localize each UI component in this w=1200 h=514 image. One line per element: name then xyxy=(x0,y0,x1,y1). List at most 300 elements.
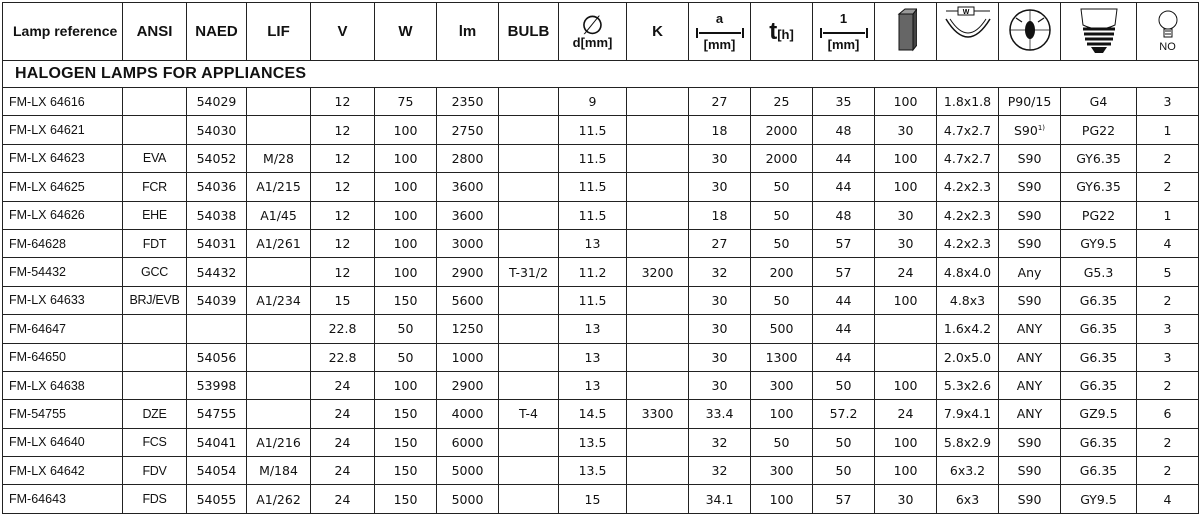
cell-bulb-no: 2 xyxy=(1137,286,1199,314)
table-row xyxy=(3,485,1199,513)
cell-naed: 54038 xyxy=(187,201,247,229)
cell-base: G4 xyxy=(1061,88,1137,116)
diameter-icon: ∅ xyxy=(581,9,604,40)
cell-base: G6.35 xyxy=(1061,315,1137,343)
cell-length-l: 57.2 xyxy=(813,400,875,428)
cell-ansi xyxy=(123,116,187,144)
cell-lif: M/28 xyxy=(247,144,311,172)
cell-box-qty: 100 xyxy=(875,457,937,485)
cell-voltage: 12 xyxy=(311,173,375,201)
cell-naed: 54030 xyxy=(187,116,247,144)
cell-voltage: 24 xyxy=(311,428,375,456)
cell-naed: 54052 xyxy=(187,144,247,172)
cell-kelvin xyxy=(627,229,689,257)
cell-lamp-reference: FM-64643 xyxy=(3,485,123,513)
cell-length-l: 44 xyxy=(813,286,875,314)
table-row xyxy=(3,229,1199,257)
cell-diameter: 11.5 xyxy=(559,173,627,201)
cell-lumen: 5600 xyxy=(437,286,499,314)
cell-wattage: 75 xyxy=(375,88,437,116)
cell-wattage: 150 xyxy=(375,400,437,428)
cell-life-hours: 25 xyxy=(751,88,813,116)
cell-wattage: 150 xyxy=(375,286,437,314)
table-row xyxy=(3,315,1199,343)
cell-life-hours: 2000 xyxy=(751,116,813,144)
cell-box-qty: 30 xyxy=(875,229,937,257)
cell-bulb-no: 2 xyxy=(1137,173,1199,201)
cell-lif xyxy=(247,371,311,399)
cell-ansi xyxy=(123,88,187,116)
cell-naed: 54056 xyxy=(187,343,247,371)
table-row xyxy=(3,201,1199,229)
cell-length-a: 32 xyxy=(689,457,751,485)
cell-length-l: 50 xyxy=(813,428,875,456)
cell-bulb xyxy=(499,343,559,371)
cell-bulb xyxy=(499,286,559,314)
cell-box-qty: 100 xyxy=(875,371,937,399)
cell-voltage: 24 xyxy=(311,457,375,485)
cell-lamp-reference: FM-LX 64638 xyxy=(3,371,123,399)
header-filament xyxy=(937,3,999,61)
cell-burning-position: S90 xyxy=(999,286,1061,314)
cell-bulb-no: 2 xyxy=(1137,457,1199,485)
cell-base: G6.35 xyxy=(1061,457,1137,485)
cell-naed: 54031 xyxy=(187,229,247,257)
cell-lif xyxy=(247,258,311,286)
cell-bulb-no: 2 xyxy=(1137,144,1199,172)
cell-wattage: 100 xyxy=(375,116,437,144)
cell-base: GY9.5 xyxy=(1061,229,1137,257)
table-row xyxy=(3,88,1199,116)
cell-ansi: BRJ/EVB xyxy=(123,286,187,314)
table-row xyxy=(3,116,1199,144)
svg-text:W: W xyxy=(962,8,969,16)
burning-position-icon xyxy=(1006,6,1054,54)
header-w: W xyxy=(375,3,437,61)
cell-bulb xyxy=(499,371,559,399)
cell-diameter: 13 xyxy=(559,229,627,257)
cell-bulb-no: 4 xyxy=(1137,485,1199,513)
cell-burning-position: S90 xyxy=(999,201,1061,229)
header-lamp-reference: Lamp reference xyxy=(3,3,123,61)
cell-ansi: FCR xyxy=(123,173,187,201)
cell-base: G6.35 xyxy=(1061,286,1137,314)
cell-lumen: 2350 xyxy=(437,88,499,116)
cell-length-a: 30 xyxy=(689,144,751,172)
cell-lamp-reference: FM-54755 xyxy=(3,400,123,428)
cell-length-l: 57 xyxy=(813,258,875,286)
cell-burning-position: S90 xyxy=(999,485,1061,513)
cell-life-hours: 200 xyxy=(751,258,813,286)
length-l-icon xyxy=(820,28,868,38)
cell-box-qty: 24 xyxy=(875,400,937,428)
cell-lumen: 6000 xyxy=(437,428,499,456)
cell-wattage: 150 xyxy=(375,457,437,485)
cell-diameter: 11.5 xyxy=(559,201,627,229)
cell-lif: A1/45 xyxy=(247,201,311,229)
cell-length-a: 27 xyxy=(689,229,751,257)
cell-diameter: 13.5 xyxy=(559,428,627,456)
cell-ansi xyxy=(123,315,187,343)
cell-naed: 54039 xyxy=(187,286,247,314)
cell-lumen: 3600 xyxy=(437,201,499,229)
cell-length-l: 57 xyxy=(813,229,875,257)
cell-ansi: FDS xyxy=(123,485,187,513)
cell-kelvin: 3200 xyxy=(627,258,689,286)
cell-lamp-reference: FM-54432 xyxy=(3,258,123,286)
cell-burning-position: ANY xyxy=(999,371,1061,399)
header-no: NO xyxy=(1159,40,1176,53)
cell-lumen: 2800 xyxy=(437,144,499,172)
cell-bulb xyxy=(499,116,559,144)
cell-naed: 54055 xyxy=(187,485,247,513)
cell-voltage: 22.8 xyxy=(311,343,375,371)
cell-lamp-reference: FM-LX 64616 xyxy=(3,88,123,116)
cell-length-l: 44 xyxy=(813,343,875,371)
cell-kelvin xyxy=(627,343,689,371)
header-k: K xyxy=(627,3,689,61)
cell-length-a: 30 xyxy=(689,343,751,371)
cell-length-a: 33.4 xyxy=(689,400,751,428)
cell-bulb xyxy=(499,315,559,343)
cell-lif xyxy=(247,400,311,428)
cell-bulb-no: 5 xyxy=(1137,258,1199,286)
cell-base: GY6.35 xyxy=(1061,144,1137,172)
cell-naed: 54755 xyxy=(187,400,247,428)
cell-box-qty xyxy=(875,315,937,343)
cell-burning-position: S90$^{1)}$ xyxy=(999,116,1061,144)
cell-length-a: 30 xyxy=(689,173,751,201)
cell-base: PG22 xyxy=(1061,116,1137,144)
cell-lamp-reference: FM-LX 64626 xyxy=(3,201,123,229)
cell-bulb-no: 3 xyxy=(1137,315,1199,343)
cell-lamp-reference: FM-LX 64642 xyxy=(3,457,123,485)
cell-bulb-no: 1 xyxy=(1137,201,1199,229)
header-a-symbol: a xyxy=(715,10,724,26)
cell-lif xyxy=(247,315,311,343)
table-row xyxy=(3,371,1199,399)
cell-kelvin xyxy=(627,457,689,485)
cell-naed: 53998 xyxy=(187,371,247,399)
base-icon xyxy=(1069,5,1129,55)
cell-bulb xyxy=(499,173,559,201)
cell-ansi: EVA xyxy=(123,144,187,172)
cell-box-qty: 100 xyxy=(875,286,937,314)
cell-diameter: 11.5 xyxy=(559,116,627,144)
cell-bulb xyxy=(499,88,559,116)
cell-lumen: 2900 xyxy=(437,371,499,399)
cell-naed xyxy=(187,315,247,343)
cell-naed: 54054 xyxy=(187,457,247,485)
cell-wattage: 50 xyxy=(375,315,437,343)
cell-length-a: 30 xyxy=(689,315,751,343)
cell-box-qty: 30 xyxy=(875,201,937,229)
cell-length-a: 32 xyxy=(689,428,751,456)
cell-length-a: 18 xyxy=(689,116,751,144)
cell-bulb xyxy=(499,428,559,456)
cell-base: GZ9.5 xyxy=(1061,400,1137,428)
header-bulb: BULB xyxy=(499,3,559,61)
cell-filament-size: 6x3 xyxy=(937,485,999,513)
cell-bulb: T-31/2 xyxy=(499,258,559,286)
cell-base: G5.3 xyxy=(1061,258,1137,286)
cell-bulb-no: 1 xyxy=(1137,116,1199,144)
header-lif: LIF xyxy=(247,3,311,61)
cell-diameter: 11.2 xyxy=(559,258,627,286)
cell-wattage: 150 xyxy=(375,428,437,456)
cell-base: GY6.35 xyxy=(1061,173,1137,201)
cell-lumen: 5000 xyxy=(437,457,499,485)
cell-burning-position: S90 xyxy=(999,144,1061,172)
cell-burning-position: S90 xyxy=(999,229,1061,257)
cell-voltage: 12 xyxy=(311,258,375,286)
cell-filament-size: 4.7x2.7 xyxy=(937,144,999,172)
cell-lamp-reference: FM-64628 xyxy=(3,229,123,257)
cell-kelvin xyxy=(627,88,689,116)
cell-voltage: 24 xyxy=(311,400,375,428)
cell-bulb: T-4 xyxy=(499,400,559,428)
cell-length-a: 27 xyxy=(689,88,751,116)
cell-diameter: 11.5 xyxy=(559,286,627,314)
cell-burning-position: Any xyxy=(999,258,1061,286)
cell-voltage: 22.8 xyxy=(311,315,375,343)
header-box xyxy=(875,3,937,61)
header-v: V xyxy=(311,3,375,61)
life-hours-icon: t[h] xyxy=(769,17,794,45)
cell-life-hours: 50 xyxy=(751,173,813,201)
cell-bulb-no: 2 xyxy=(1137,428,1199,456)
header-life xyxy=(751,3,813,61)
header-bulb-no xyxy=(1137,3,1199,61)
cell-base: PG22 xyxy=(1061,201,1137,229)
cell-filament-size: 7.9x4.1 xyxy=(937,400,999,428)
cell-burning-position: P90/15 xyxy=(999,88,1061,116)
cell-box-qty: 30 xyxy=(875,485,937,513)
cell-naed: 54432 xyxy=(187,258,247,286)
cell-voltage: 15 xyxy=(311,286,375,314)
section-title: HALOGEN LAMPS FOR APPLIANCES xyxy=(3,61,1199,88)
cell-life-hours: 50 xyxy=(751,201,813,229)
cell-kelvin: 3300 xyxy=(627,400,689,428)
cell-diameter: 13 xyxy=(559,315,627,343)
cell-kelvin xyxy=(627,286,689,314)
cell-burning-position: ANY xyxy=(999,343,1061,371)
cell-lif: A1/262 xyxy=(247,485,311,513)
cell-ansi: FDV xyxy=(123,457,187,485)
cell-base: GY9.5 xyxy=(1061,485,1137,513)
cell-voltage: 24 xyxy=(311,371,375,399)
footnote-marker: 1) xyxy=(1037,123,1046,132)
cell-life-hours: 50 xyxy=(751,428,813,456)
cell-life-hours: 500 xyxy=(751,315,813,343)
cell-length-l: 48 xyxy=(813,201,875,229)
cell-diameter: 9 xyxy=(559,88,627,116)
header-base xyxy=(1061,3,1137,61)
cell-naed: 54036 xyxy=(187,173,247,201)
cell-filament-size: 1.8x1.8 xyxy=(937,88,999,116)
cell-bulb-no: 4 xyxy=(1137,229,1199,257)
length-a-icon xyxy=(696,28,744,38)
cell-ansi: GCC xyxy=(123,258,187,286)
cell-voltage: 12 xyxy=(311,229,375,257)
cell-ansi: EHE xyxy=(123,201,187,229)
cell-wattage: 100 xyxy=(375,173,437,201)
cell-diameter: 13.5 xyxy=(559,457,627,485)
header-lm: lm xyxy=(437,3,499,61)
cell-naed: 54041 xyxy=(187,428,247,456)
cell-length-l: 44 xyxy=(813,144,875,172)
table-body xyxy=(3,61,1199,514)
cell-filament-size: 2.0x5.0 xyxy=(937,343,999,371)
cell-lif xyxy=(247,343,311,371)
cell-diameter: 13 xyxy=(559,343,627,371)
cell-lif xyxy=(247,116,311,144)
table-row xyxy=(3,400,1199,428)
cell-lif: A1/261 xyxy=(247,229,311,257)
cell-lif: A1/216 xyxy=(247,428,311,456)
cell-lamp-reference: FM-LX 64633 xyxy=(3,286,123,314)
cell-wattage: 100 xyxy=(375,258,437,286)
cell-lumen: 4000 xyxy=(437,400,499,428)
cell-base: G6.35 xyxy=(1061,343,1137,371)
header-ansi: ANSI xyxy=(123,3,187,61)
cell-lif: A1/234 xyxy=(247,286,311,314)
cell-bulb-no: 3 xyxy=(1137,88,1199,116)
cell-voltage: 12 xyxy=(311,201,375,229)
cell-diameter: 15 xyxy=(559,485,627,513)
cell-lumen: 1000 xyxy=(437,343,499,371)
header-l-symbol: 1 xyxy=(839,10,848,26)
cell-box-qty: 30 xyxy=(875,116,937,144)
table-row xyxy=(3,144,1199,172)
cell-kelvin xyxy=(627,485,689,513)
cell-ansi: FCS xyxy=(123,428,187,456)
cell-filament-size: 4.2x2.3 xyxy=(937,201,999,229)
cell-filament-size: 4.8x3 xyxy=(937,286,999,314)
cell-wattage: 150 xyxy=(375,485,437,513)
cell-wattage: 100 xyxy=(375,144,437,172)
cell-lamp-reference: FM-LX 64625 xyxy=(3,173,123,201)
cell-box-qty: 100 xyxy=(875,428,937,456)
cell-life-hours: 100 xyxy=(751,485,813,513)
lamp-spec-table xyxy=(2,2,1199,514)
cell-bulb xyxy=(499,457,559,485)
cell-lumen: 2750 xyxy=(437,116,499,144)
cell-diameter: 13 xyxy=(559,371,627,399)
cell-kelvin xyxy=(627,173,689,201)
cell-ansi: FDT xyxy=(123,229,187,257)
cell-lumen: 3000 xyxy=(437,229,499,257)
cell-bulb xyxy=(499,201,559,229)
cell-length-l: 35 xyxy=(813,88,875,116)
cell-lamp-reference: FM-64647 xyxy=(3,315,123,343)
cell-diameter: 14.5 xyxy=(559,400,627,428)
header-diameter xyxy=(559,3,627,61)
cell-length-l: 57 xyxy=(813,485,875,513)
header-a-unit: [mm] xyxy=(703,36,736,52)
table-row xyxy=(3,428,1199,456)
cell-filament-size: 4.2x2.3 xyxy=(937,229,999,257)
cell-length-l: 50 xyxy=(813,371,875,399)
cell-kelvin xyxy=(627,371,689,399)
header-length-l xyxy=(813,3,875,61)
cell-burning-position: ANY xyxy=(999,315,1061,343)
header-diameter-unit: d[mm] xyxy=(572,34,613,50)
header-l-unit: [mm] xyxy=(827,36,860,52)
cell-filament-size: 5.8x2.9 xyxy=(937,428,999,456)
cell-box-qty: 100 xyxy=(875,88,937,116)
cell-length-l: 50 xyxy=(813,457,875,485)
cell-lamp-reference: FM-64650 xyxy=(3,343,123,371)
cell-bulb xyxy=(499,144,559,172)
cell-life-hours: 2000 xyxy=(751,144,813,172)
cell-voltage: 12 xyxy=(311,88,375,116)
cell-burning-position: S90 xyxy=(999,173,1061,201)
header-burning-position xyxy=(999,3,1061,61)
cell-kelvin xyxy=(627,201,689,229)
cell-kelvin xyxy=(627,116,689,144)
cell-life-hours: 300 xyxy=(751,371,813,399)
table-row xyxy=(3,457,1199,485)
cell-bulb xyxy=(499,485,559,513)
cell-burning-position: ANY xyxy=(999,400,1061,428)
cell-filament-size: 4.7x2.7 xyxy=(937,116,999,144)
table-row xyxy=(3,258,1199,286)
cell-bulb-no: 2 xyxy=(1137,371,1199,399)
cell-length-l: 44 xyxy=(813,315,875,343)
cell-ansi xyxy=(123,343,187,371)
cell-life-hours: 1300 xyxy=(751,343,813,371)
cell-lif: M/184 xyxy=(247,457,311,485)
cell-lamp-reference: FM-LX 64623 xyxy=(3,144,123,172)
cell-ansi xyxy=(123,371,187,399)
cell-base: G6.35 xyxy=(1061,428,1137,456)
header-length-a xyxy=(689,3,751,61)
cell-voltage: 24 xyxy=(311,485,375,513)
cell-length-l: 44 xyxy=(813,173,875,201)
cell-lumen: 5000 xyxy=(437,485,499,513)
cell-lamp-reference: FM-LX 64621 xyxy=(3,116,123,144)
filament-icon xyxy=(940,5,996,55)
cell-box-qty: 24 xyxy=(875,258,937,286)
cell-naed: 54029 xyxy=(187,88,247,116)
cell-kelvin xyxy=(627,428,689,456)
cell-lif xyxy=(247,88,311,116)
bulb-icon xyxy=(1157,10,1179,40)
header-row xyxy=(3,3,1199,61)
cell-length-a: 18 xyxy=(689,201,751,229)
cell-wattage: 100 xyxy=(375,229,437,257)
cell-lumen: 3600 xyxy=(437,173,499,201)
cell-base: G6.35 xyxy=(1061,371,1137,399)
section-row xyxy=(3,61,1199,88)
cell-wattage: 100 xyxy=(375,371,437,399)
cell-lumen: 1250 xyxy=(437,315,499,343)
cell-wattage: 50 xyxy=(375,343,437,371)
cell-voltage: 12 xyxy=(311,116,375,144)
cell-lumen: 2900 xyxy=(437,258,499,286)
cell-filament-size: 4.2x2.3 xyxy=(937,173,999,201)
cell-ansi: DZE xyxy=(123,400,187,428)
cell-box-qty: 100 xyxy=(875,173,937,201)
cell-burning-position: S90 xyxy=(999,457,1061,485)
cell-diameter: 11.5 xyxy=(559,144,627,172)
cell-life-hours: 50 xyxy=(751,229,813,257)
cell-bulb-no: 6 xyxy=(1137,400,1199,428)
cell-kelvin xyxy=(627,144,689,172)
cell-voltage: 12 xyxy=(311,144,375,172)
cell-lamp-reference: FM-LX 64640 xyxy=(3,428,123,456)
